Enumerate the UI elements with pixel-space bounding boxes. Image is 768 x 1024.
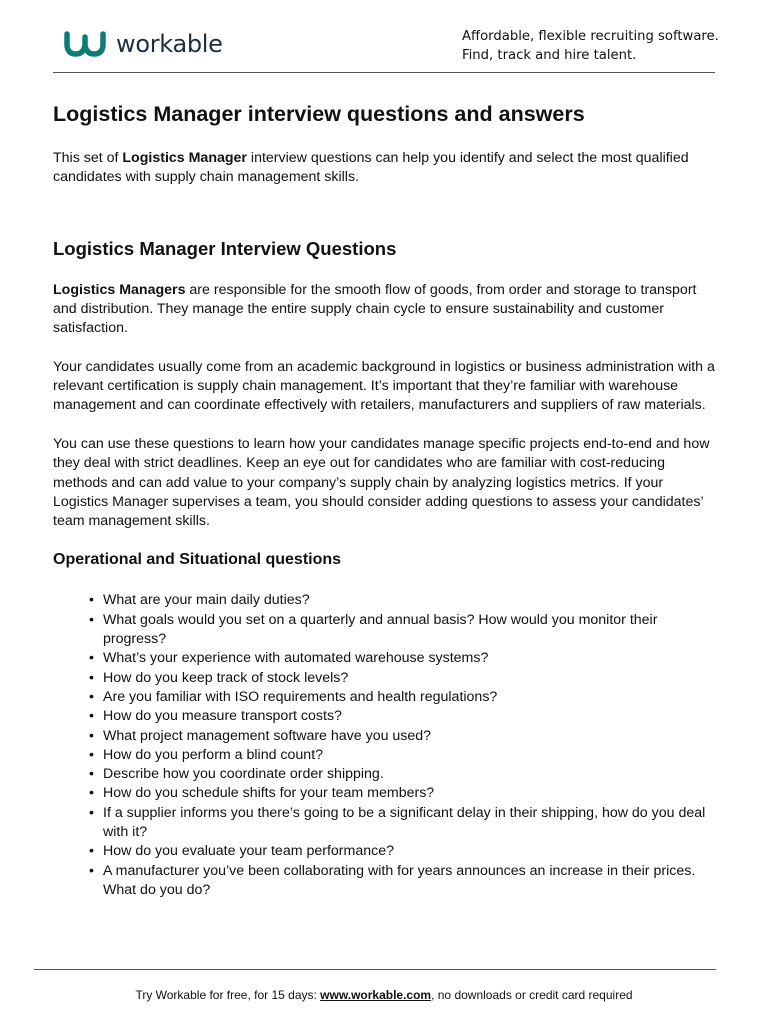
tagline — [462, 27, 719, 65]
page-title: Logistics Manager interview questions and answers — [53, 102, 585, 126]
intro-paragraph — [53, 149, 718, 188]
section-heading: Logistics Manager Interview Questions — [53, 237, 397, 259]
footer-prefix: Try Workable for free, for 15 days: — [135, 988, 321, 1002]
footer-divider — [34, 969, 716, 970]
question-item: • What are your main daily duties? — [89, 591, 718, 610]
questions-list — [89, 591, 718, 900]
question-item: • What’s your experience with automated warehouse systems? — [89, 649, 718, 668]
page-footer — [0, 988, 768, 1002]
workable-logo[interactable] — [64, 30, 223, 58]
role-bold: Logistics Managers — [53, 281, 186, 298]
intro-prefix: This set of — [53, 150, 123, 166]
question-item: • How do you schedule shifts for your team members? — [89, 784, 718, 803]
question-item: • How do you keep track of stock levels? — [89, 669, 718, 688]
question-item: • Describe how you coordinate order shipping. — [89, 765, 718, 784]
intro-bold: Logistics Manager — [122, 150, 247, 166]
logo-text: workable — [116, 30, 223, 58]
document-body — [53, 100, 718, 900]
footer-suffix: , no downloads or credit card required — [431, 988, 633, 1002]
question-item: • If a supplier informs you there’s going to be a significant delay in their shipping, how do you deal with it? — [89, 804, 718, 843]
header-divider — [53, 72, 715, 73]
candidate-background-paragraph: Your candidates usually come from an academic background in logistics or business administration with a relevant certification is supply chain management. It’s important that they’re familiar with warehouse management and can coordinate effectively with retailers, manufacturers and suppliers of raw materials. — [53, 358, 715, 414]
workable-link[interactable]: www.workable.com — [320, 988, 432, 1002]
question-item: • How do you evaluate your team performance? — [89, 842, 718, 861]
role-description-paragraph — [53, 281, 718, 339]
usage-paragraph: You can use these questions to learn how your candidates manage specific projects end-to-end and how they deal with strict deadlines. Keep an eye out for candidates who are familiar with cost-reducing methods and can add value to your company’s supply chain by analyzing logistics metrics. If your Logistics Manager supervises a team, you should consider adding questions to assess your candidates’ team management skills. — [53, 435, 710, 530]
operational-subheading: Operational and Situational questions — [53, 551, 342, 569]
question-item: • A manufacturer you’ve been collaborating with for years announces an increase in their prices. What do you do? — [89, 862, 718, 901]
question-item: • Are you familiar with ISO requirements and health regulations? — [89, 688, 718, 707]
question-item: • How do you perform a blind count? — [89, 746, 718, 765]
question-item: • What project management software have you used? — [89, 727, 718, 746]
question-item: • What goals would you set on a quarterly and annual basis? How would you monitor their progress? — [89, 611, 718, 650]
question-item: • How do you measure transport costs? — [89, 707, 718, 726]
workable-logo-icon — [64, 31, 110, 57]
tagline-line-1: Affordable, flexible recruiting software. — [462, 29, 719, 44]
tagline-line-2: Find, track and hire talent. — [462, 48, 637, 63]
intro-suffix: interview questions can help you identify and select the most qualified candidates with supply chain management skills. — [53, 150, 689, 186]
page-header — [0, 0, 768, 74]
role-description-text: are responsible for the smooth flow of goods, from order and storage to transport and distribution. They manage the entire supply chain cycle to ensure sustainability and customer satisfaction. — [53, 281, 697, 337]
